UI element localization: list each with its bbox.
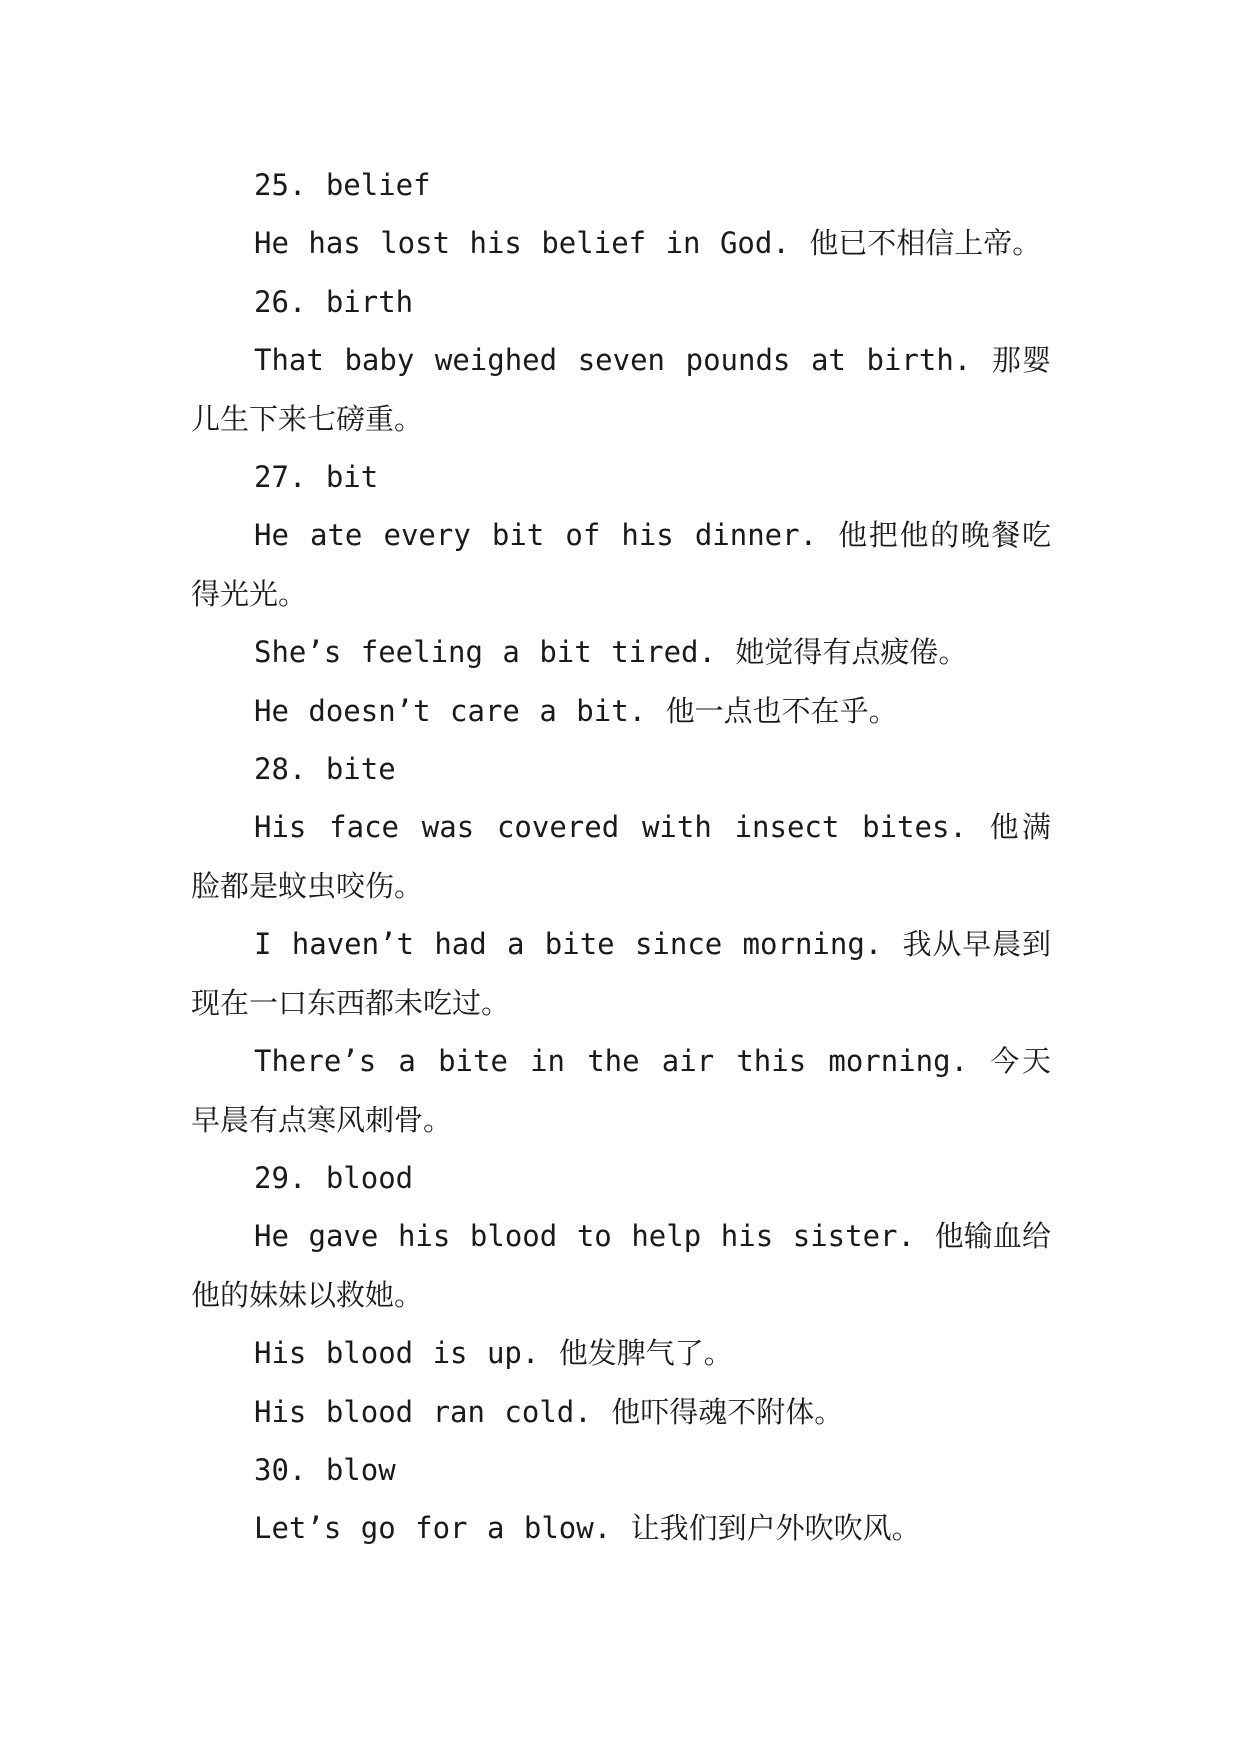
entry-heading: 30. blow	[254, 1452, 396, 1487]
entry-heading: 26. birth	[254, 284, 414, 319]
vocabulary-list	[191, 156, 1051, 1558]
entry-heading: 28. bite	[254, 752, 396, 787]
example-sentence: He has lost his belief in God. 他已不相信上帝。	[254, 226, 1042, 261]
example-sentence: He doesn’t care a bit. 他一点也不在乎。	[254, 693, 898, 728]
entry-heading: 29. blood	[254, 1160, 414, 1195]
example-sentence: I haven’t had a bite since morning. 我从早晨到现在一口东西都未吃过。	[191, 927, 1051, 1020]
example-sentence: He ate every bit of his dinner. 他把他的晚餐吃得光光。	[191, 518, 1051, 611]
example-sentence: She’s feeling a bit tired. 她觉得有点疲倦。	[254, 635, 968, 670]
example-sentence: His face was covered with insect bites. 他满脸都是蚊虫咬伤。	[191, 810, 1051, 903]
example-sentence: Let’s go for a blow. 让我们到户外吹吹风。	[254, 1511, 921, 1546]
example-sentence: He gave his blood to help his sister. 他输血给他的妹妹以救她。	[191, 1219, 1051, 1312]
example-sentence: His blood ran cold. 他吓得魂不附体。	[254, 1394, 844, 1429]
entry-heading: 27. bit	[254, 460, 379, 495]
example-sentence: That baby weighed seven pounds at birth. 那婴儿生下来七磅重。	[191, 343, 1051, 436]
example-sentence: There’s a bite in the air this morning. 今天早晨有点寒风刺骨。	[191, 1044, 1051, 1137]
entry-heading: 25. belief	[254, 168, 431, 202]
example-sentence: His blood is up. 他发脾气了。	[254, 1336, 733, 1371]
